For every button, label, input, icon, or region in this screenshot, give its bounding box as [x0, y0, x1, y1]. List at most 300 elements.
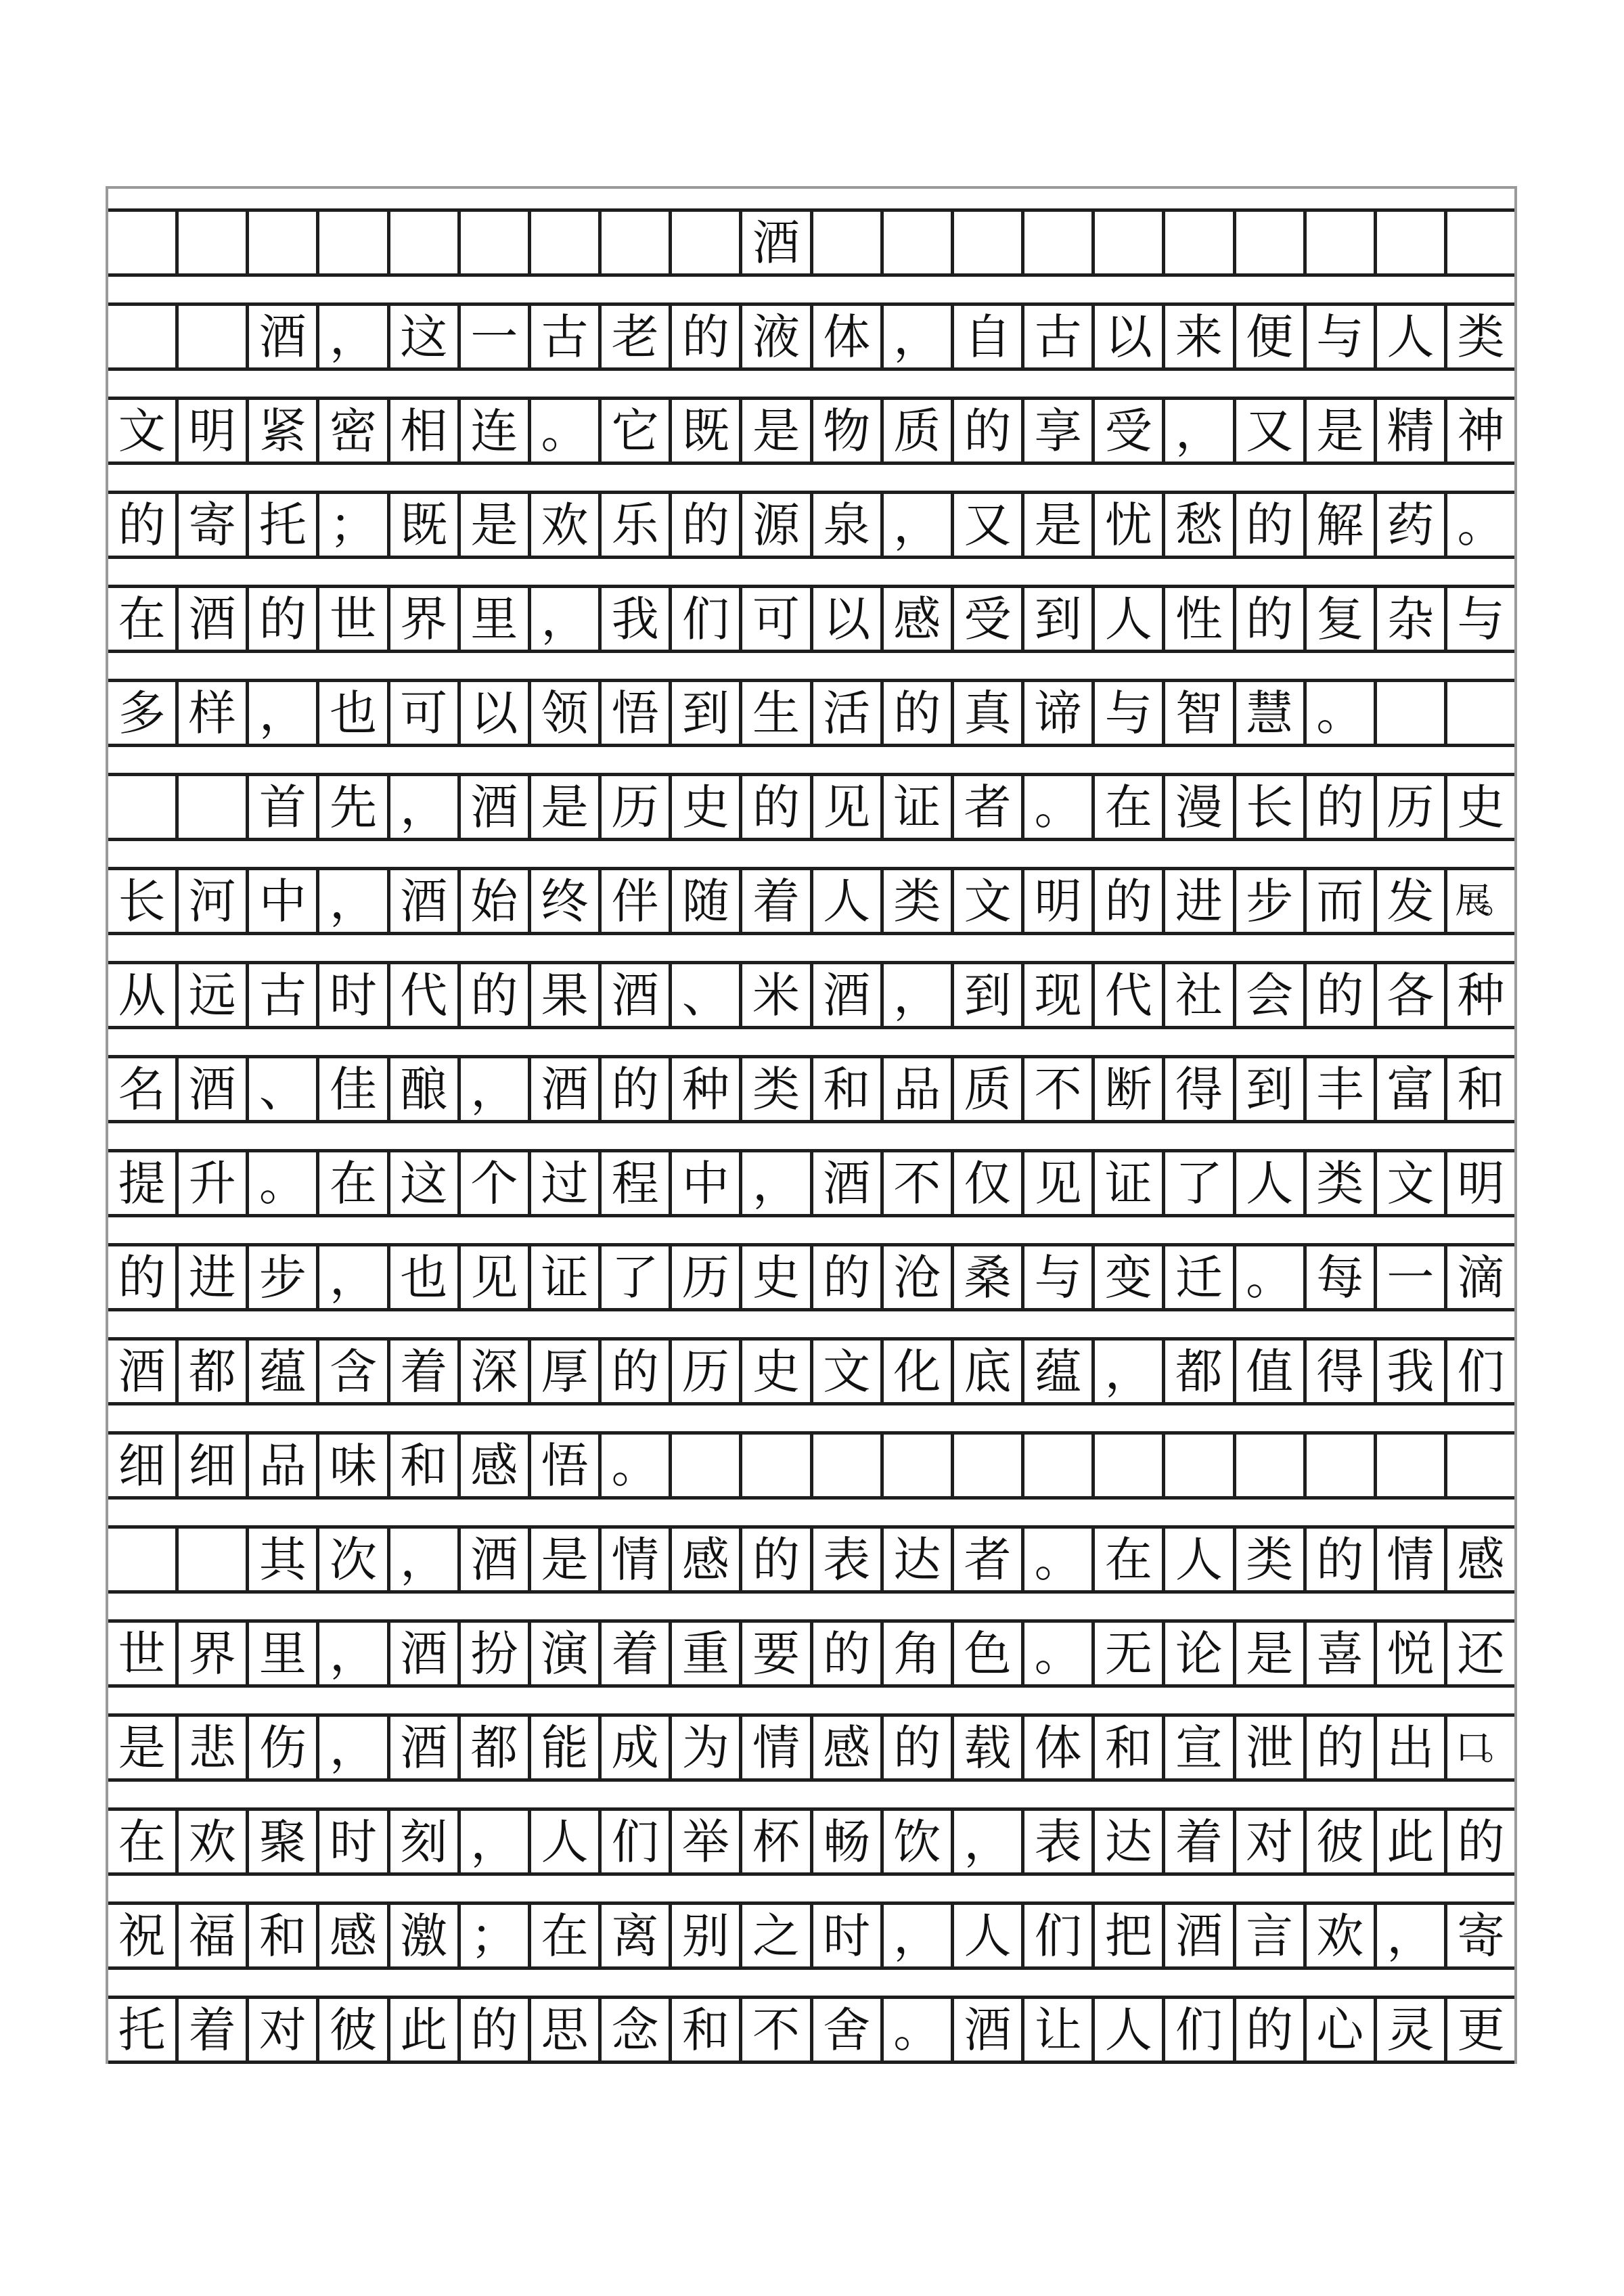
grid-cell: 刻 [390, 1811, 461, 1872]
grid-cell: 和 [1457, 1061, 1505, 1117]
grid-cell: 世 [319, 588, 390, 650]
grid-cell: ； [319, 494, 390, 556]
grid-cell: 伤 [249, 1717, 319, 1778]
grid-cell: 史 [742, 1341, 813, 1402]
text-row [108, 1901, 1514, 1970]
grid-cell: 长 [108, 870, 179, 932]
grid-cell: 在 [531, 1905, 602, 1966]
grid-cell: 液 [742, 306, 813, 367]
grid-cell: 饮 [884, 1811, 954, 1872]
grid-cell: 要 [742, 1623, 813, 1684]
grid-cell: 情 [742, 1717, 813, 1778]
grid-cell: 证 [531, 1246, 602, 1308]
grid-cell: 历 [672, 1246, 742, 1308]
grid-cell: 。 [1024, 1623, 1095, 1684]
grid-cell [742, 1435, 813, 1496]
grid-cell: 不 [884, 1152, 954, 1214]
grid-cell: 文 [954, 870, 1024, 932]
grid-cell: 时 [319, 964, 390, 1026]
grid-cell: 、 [249, 1058, 319, 1120]
grid-cell: 是 [461, 494, 531, 556]
grid-cell: 在 [319, 1152, 390, 1214]
grid-cell: 富 [1377, 1058, 1447, 1120]
grid-cell [531, 212, 602, 273]
grid-cell [108, 212, 179, 273]
grid-cell: 者 [954, 776, 1024, 838]
grid-cell: 言 [1236, 1905, 1307, 1966]
text-row [108, 773, 1514, 841]
grid-cell: 代 [1095, 964, 1165, 1026]
grid-cell: 了 [1165, 1152, 1236, 1214]
grid-cell [1377, 682, 1447, 744]
grid-cell: 的 [1307, 776, 1377, 838]
grid-cell: 类 [1236, 1529, 1307, 1590]
grid-cell: 一 [461, 306, 531, 367]
grid-cell: 过 [531, 1152, 602, 1214]
grid-cell [179, 776, 249, 838]
grid-cell: 受 [1095, 400, 1165, 462]
grid-cell: 的 [954, 400, 1024, 462]
grid-cell: ， [319, 306, 390, 367]
grid-cell: 质 [884, 400, 954, 462]
grid-cell: 酒 [602, 964, 672, 1026]
grid-cell: 变 [1095, 1246, 1165, 1308]
grid-cell: 药 [1377, 494, 1447, 556]
grid-cell: 我 [1377, 1341, 1447, 1402]
grid-cell: 是 [108, 1717, 179, 1778]
grid-cell: 一 [1377, 1246, 1447, 1308]
grid-cell: 可 [742, 588, 813, 650]
grid-cell [672, 1435, 742, 1496]
grid-cell: 酒 [954, 1999, 1024, 2061]
grid-cell: 思 [531, 1999, 602, 2061]
grid-cell: 里 [249, 1623, 319, 1684]
text-row [108, 1337, 1514, 1405]
grid-cell: 杯 [742, 1811, 813, 1872]
grid-cell: 悟 [531, 1435, 602, 1496]
grid-cell: 能 [531, 1717, 602, 1778]
text-row [108, 1713, 1514, 1782]
text-row [108, 1055, 1514, 1123]
grid-cell: 进 [1165, 870, 1236, 932]
grid-cell [1095, 1435, 1165, 1496]
grid-cell: 河 [179, 870, 249, 932]
grid-cell: ， [390, 776, 461, 838]
grid-cell: 的 [884, 1717, 954, 1778]
grid-cell: 古 [531, 306, 602, 367]
grid-cell: 此 [390, 1999, 461, 2061]
grid-cell: 步 [249, 1246, 319, 1308]
grid-cell: 体 [1024, 1717, 1095, 1778]
grid-cell: 别 [672, 1905, 742, 1966]
grid-cell: 进 [179, 1246, 249, 1308]
grid-cell: 个 [461, 1152, 531, 1214]
grid-cell: 角 [884, 1623, 954, 1684]
grid-cell: 人 [1377, 306, 1447, 367]
grid-cell: 着 [179, 1999, 249, 2061]
grid-cell: 。 [249, 1152, 319, 1214]
text-row [108, 1525, 1514, 1594]
grid-cell: 界 [390, 588, 461, 650]
grid-cell: 与 [1095, 682, 1165, 744]
grid-cell [813, 212, 884, 273]
grid-cell: 名 [108, 1058, 179, 1120]
grid-cell: 畅 [813, 1811, 884, 1872]
grid-cell: 口。 [1455, 1727, 1507, 1768]
grid-cell: 之 [742, 1905, 813, 1966]
text-row [108, 302, 1514, 371]
grid-cell: 物 [813, 400, 884, 462]
grid-cell: 灵 [1377, 1999, 1447, 2061]
grid-cell: 老 [602, 306, 672, 367]
grid-cell: 彼 [319, 1999, 390, 2061]
grid-cell [884, 212, 954, 273]
grid-cell: 扮 [461, 1623, 531, 1684]
grid-cell: 乐 [602, 494, 672, 556]
grid-cell: 味 [319, 1435, 390, 1496]
grid-cell: 酒 [461, 1529, 531, 1590]
grid-cell: 酒 [531, 1058, 602, 1120]
grid-cell: 感 [1457, 1531, 1505, 1588]
grid-cell: 酒 [390, 1623, 461, 1684]
grid-cell: 了 [602, 1246, 672, 1308]
grid-cell: 酒 [179, 588, 249, 650]
grid-cell: 着 [742, 870, 813, 932]
grid-cell: 泉 [813, 494, 884, 556]
text-row [108, 1149, 1514, 1217]
grid-cell [1377, 1435, 1447, 1496]
text-row [108, 585, 1514, 653]
grid-cell: 的 [884, 682, 954, 744]
grid-cell: 成 [602, 1717, 672, 1778]
grid-cell: 都 [1165, 1341, 1236, 1402]
grid-cell: 底 [954, 1341, 1024, 1402]
grid-cell: 源 [742, 494, 813, 556]
grid-cell: 升 [179, 1152, 249, 1214]
essay-grid-paper [106, 186, 1517, 2064]
title-row [108, 208, 1514, 277]
grid-cell: 步 [1236, 870, 1307, 932]
grid-cell: 谛 [1024, 682, 1095, 744]
grid-cell: 体 [813, 306, 884, 367]
grid-cell [1377, 212, 1447, 273]
grid-cell: 的 [1307, 964, 1377, 1026]
grid-cell: 酒 [390, 870, 461, 932]
grid-cell: 人 [954, 1905, 1024, 1966]
grid-cell: 们 [1165, 1999, 1236, 2061]
grid-cell: ， [390, 1529, 461, 1590]
grid-cell: 种 [672, 1058, 742, 1120]
grid-cell: 出 [1377, 1717, 1447, 1778]
grid-cell: 远 [179, 964, 249, 1026]
grid-cell [1095, 212, 1165, 273]
grid-cell: 酒 [390, 1717, 461, 1778]
grid-cell: 和 [672, 1999, 742, 2061]
grid-cell: 提 [108, 1152, 179, 1214]
grid-cell: 佳 [319, 1058, 390, 1120]
grid-cell: 伴 [602, 870, 672, 932]
grid-cell: 和 [1095, 1717, 1165, 1778]
grid-cell: 人 [531, 1811, 602, 1872]
grid-cell: 的 [461, 1999, 531, 2061]
text-row [108, 1619, 1514, 1688]
grid-cell: 对 [249, 1999, 319, 2061]
grid-cell: 悟 [602, 682, 672, 744]
grid-cell: 杂 [1377, 588, 1447, 650]
grid-cell: ， [884, 306, 954, 367]
grid-cell: 明 [1457, 1155, 1505, 1211]
grid-cell: 托 [108, 1999, 179, 2061]
grid-cell: 人 [1165, 1529, 1236, 1590]
grid-cell: 可 [390, 682, 461, 744]
grid-cell: 无 [1095, 1623, 1165, 1684]
grid-cell [179, 1529, 249, 1590]
grid-cell [672, 212, 742, 273]
grid-cell: 品 [249, 1435, 319, 1496]
grid-cell: 。 [1024, 1529, 1095, 1590]
grid-cell: 样 [179, 682, 249, 744]
grid-cell: 既 [390, 494, 461, 556]
grid-cell: 喜 [1307, 1623, 1377, 1684]
grid-cell: 激 [390, 1905, 461, 1966]
grid-cell: 心 [1307, 1999, 1377, 2061]
text-row [108, 1807, 1514, 1876]
grid-cell: 其 [249, 1529, 319, 1590]
grid-cell: 的 [672, 494, 742, 556]
grid-cell: 的 [1307, 1529, 1377, 1590]
grid-cell [1307, 1435, 1377, 1496]
grid-cell: 的 [1457, 1814, 1505, 1870]
grid-cell: 感 [884, 588, 954, 650]
grid-cell: 迁 [1165, 1246, 1236, 1308]
grid-cell: 更 [1457, 2002, 1505, 2058]
grid-cell: 滴 [1457, 1249, 1505, 1305]
grid-cell: 到 [1236, 1058, 1307, 1120]
grid-cell: 对 [1236, 1811, 1307, 1872]
grid-cell: 文 [1377, 1152, 1447, 1214]
grid-cell: 以 [461, 682, 531, 744]
grid-cell: 展。 [1455, 880, 1507, 922]
grid-cell: 。 [1457, 497, 1505, 553]
grid-cell: 的 [602, 1058, 672, 1120]
grid-cell: 品 [884, 1058, 954, 1120]
grid-cell: 此 [1377, 1811, 1447, 1872]
grid-cell: 终 [531, 870, 602, 932]
grid-cell: ， [884, 1905, 954, 1966]
grid-cell: 时 [319, 1811, 390, 1872]
grid-cell [602, 212, 672, 273]
grid-cell: 达 [1095, 1811, 1165, 1872]
grid-cell: 的 [461, 964, 531, 1026]
grid-cell: 细 [108, 1435, 179, 1496]
grid-cell: 古 [1024, 306, 1095, 367]
grid-cell: ， [1377, 1905, 1447, 1966]
grid-cell: 寄 [1457, 1908, 1505, 1964]
grid-cell [179, 212, 249, 273]
grid-cell: 彼 [1307, 1811, 1377, 1872]
grid-cell: 史 [742, 1246, 813, 1308]
grid-cell: 人 [813, 870, 884, 932]
grid-cell: 漫 [1165, 776, 1236, 838]
grid-cell: 的 [742, 1529, 813, 1590]
grid-cell: 欢 [531, 494, 602, 556]
grid-cell: 文 [813, 1341, 884, 1402]
grid-cell: 古 [249, 964, 319, 1026]
grid-cell: ， [461, 1811, 531, 1872]
grid-cell: 厚 [531, 1341, 602, 1402]
grid-cell: 着 [602, 1623, 672, 1684]
grid-cell: 与 [1024, 1246, 1095, 1308]
grid-cell: 感 [461, 1435, 531, 1496]
grid-cell: 相 [390, 400, 461, 462]
grid-cell: 明 [1024, 870, 1095, 932]
grid-cell: 感 [672, 1529, 742, 1590]
grid-cell: 在 [1095, 1529, 1165, 1590]
grid-cell: ， [742, 1152, 813, 1214]
grid-cell: 世 [108, 1623, 179, 1684]
grid-cell: 达 [884, 1529, 954, 1590]
grid-cell: 的 [1236, 494, 1307, 556]
grid-cell: 得 [1165, 1058, 1236, 1120]
grid-cell: 各 [1377, 964, 1447, 1026]
grid-cell: 证 [884, 776, 954, 838]
grid-cell [390, 212, 461, 273]
grid-cell: 的 [1095, 870, 1165, 932]
grid-cell: 又 [1236, 400, 1307, 462]
grid-cell: 它 [602, 400, 672, 462]
essay-title: 酒 [742, 212, 813, 273]
grid-cell: 们 [1457, 1343, 1505, 1399]
grid-cell [179, 306, 249, 367]
grid-cell: 自 [954, 306, 1024, 367]
grid-cell: 中 [672, 1152, 742, 1214]
grid-cell: 都 [461, 1717, 531, 1778]
grid-cell: 多 [108, 682, 179, 744]
grid-cell: 欢 [1307, 1905, 1377, 1966]
grid-cell: 人 [1095, 1999, 1165, 2061]
text-row [108, 397, 1514, 465]
grid-cell: 不 [1024, 1058, 1095, 1120]
grid-cell: 和 [813, 1058, 884, 1120]
grid-cell: 蕴 [1024, 1341, 1095, 1402]
grid-cell: ； [461, 1905, 531, 1966]
grid-cell: 化 [884, 1341, 954, 1402]
grid-cell: 蕴 [249, 1341, 319, 1402]
grid-cell: 复 [1307, 588, 1377, 650]
grid-cell [1236, 1435, 1307, 1496]
grid-cell [954, 1435, 1024, 1496]
grid-cell: 到 [954, 964, 1024, 1026]
grid-cell: 们 [1024, 1905, 1095, 1966]
grid-cell: 这 [390, 1152, 461, 1214]
grid-cell: ， [249, 682, 319, 744]
grid-cell: ， [884, 494, 954, 556]
grid-cell: 沧 [884, 1246, 954, 1308]
text-row [108, 1243, 1514, 1311]
grid-cell: ， [954, 1811, 1024, 1872]
grid-cell: 论 [1165, 1623, 1236, 1684]
text-row [108, 867, 1514, 935]
grid-cell: 感 [319, 1905, 390, 1966]
text-row [108, 679, 1514, 747]
grid-cell: 们 [602, 1811, 672, 1872]
grid-cell: 。 [1236, 1246, 1307, 1308]
grid-cell: 色 [954, 1623, 1024, 1684]
grid-cell: 次 [319, 1529, 390, 1590]
grid-cell: 离 [602, 1905, 672, 1966]
grid-cell [108, 1529, 179, 1590]
grid-cell: 着 [390, 1341, 461, 1402]
grid-cell: 让 [1024, 1999, 1095, 2061]
grid-cell: 享 [1024, 400, 1095, 462]
grid-cell: 的 [1307, 1717, 1377, 1778]
grid-cell: 酒 [108, 1341, 179, 1402]
grid-cell: 表 [813, 1529, 884, 1590]
grid-cell: 又 [954, 494, 1024, 556]
grid-cell: 舍 [813, 1999, 884, 2061]
grid-cell: 程 [602, 1152, 672, 1214]
grid-cell: 界 [179, 1623, 249, 1684]
grid-cell: 愁 [1165, 494, 1236, 556]
grid-cell: 还 [1457, 1625, 1505, 1682]
grid-cell: 文 [108, 400, 179, 462]
grid-cell: 里 [461, 588, 531, 650]
grid-cell: 者 [954, 1529, 1024, 1590]
grid-cell: 和 [390, 1435, 461, 1496]
grid-cell: 神 [1457, 403, 1505, 459]
grid-cell: 酒 [813, 964, 884, 1026]
grid-cell: 时 [813, 1905, 884, 1966]
grid-cell: 明 [179, 400, 249, 462]
grid-cell: 会 [1236, 964, 1307, 1026]
grid-cell: 而 [1307, 870, 1377, 932]
grid-cell: 与 [1307, 306, 1377, 367]
grid-cell: ， [884, 964, 954, 1026]
grid-cell [461, 212, 531, 273]
grid-cell: 质 [954, 1058, 1024, 1120]
grid-cell: 精 [1377, 400, 1447, 462]
grid-cell: 类 [742, 1058, 813, 1120]
grid-cell: 智 [1165, 682, 1236, 744]
grid-cell: 代 [390, 964, 461, 1026]
grid-cell: 紧 [249, 400, 319, 462]
grid-cell [249, 212, 319, 273]
grid-cell: 重 [672, 1623, 742, 1684]
grid-cell: 在 [108, 588, 179, 650]
grid-cell: 的 [1236, 588, 1307, 650]
grid-cell: 的 [249, 588, 319, 650]
grid-cell: 值 [1236, 1341, 1307, 1402]
grid-cell: 悦 [1377, 1623, 1447, 1684]
grid-cell: 是 [531, 1529, 602, 1590]
grid-cell: 酒 [813, 1152, 884, 1214]
grid-cell: ， [461, 1058, 531, 1120]
grid-cell: 断 [1095, 1058, 1165, 1120]
grid-cell: 的 [813, 1246, 884, 1308]
grid-cell: 证 [1095, 1152, 1165, 1214]
grid-cell: 史 [1457, 779, 1505, 835]
grid-cell: 解 [1307, 494, 1377, 556]
grid-cell: 着 [1165, 1811, 1236, 1872]
grid-cell: 果 [531, 964, 602, 1026]
grid-cell: 寄 [179, 494, 249, 556]
grid-cell: 历 [672, 1341, 742, 1402]
grid-cell: 在 [108, 1811, 179, 1872]
grid-cell [1236, 212, 1307, 273]
grid-cell: 史 [672, 776, 742, 838]
grid-cell: 密 [319, 400, 390, 462]
grid-cell: 到 [1024, 588, 1095, 650]
